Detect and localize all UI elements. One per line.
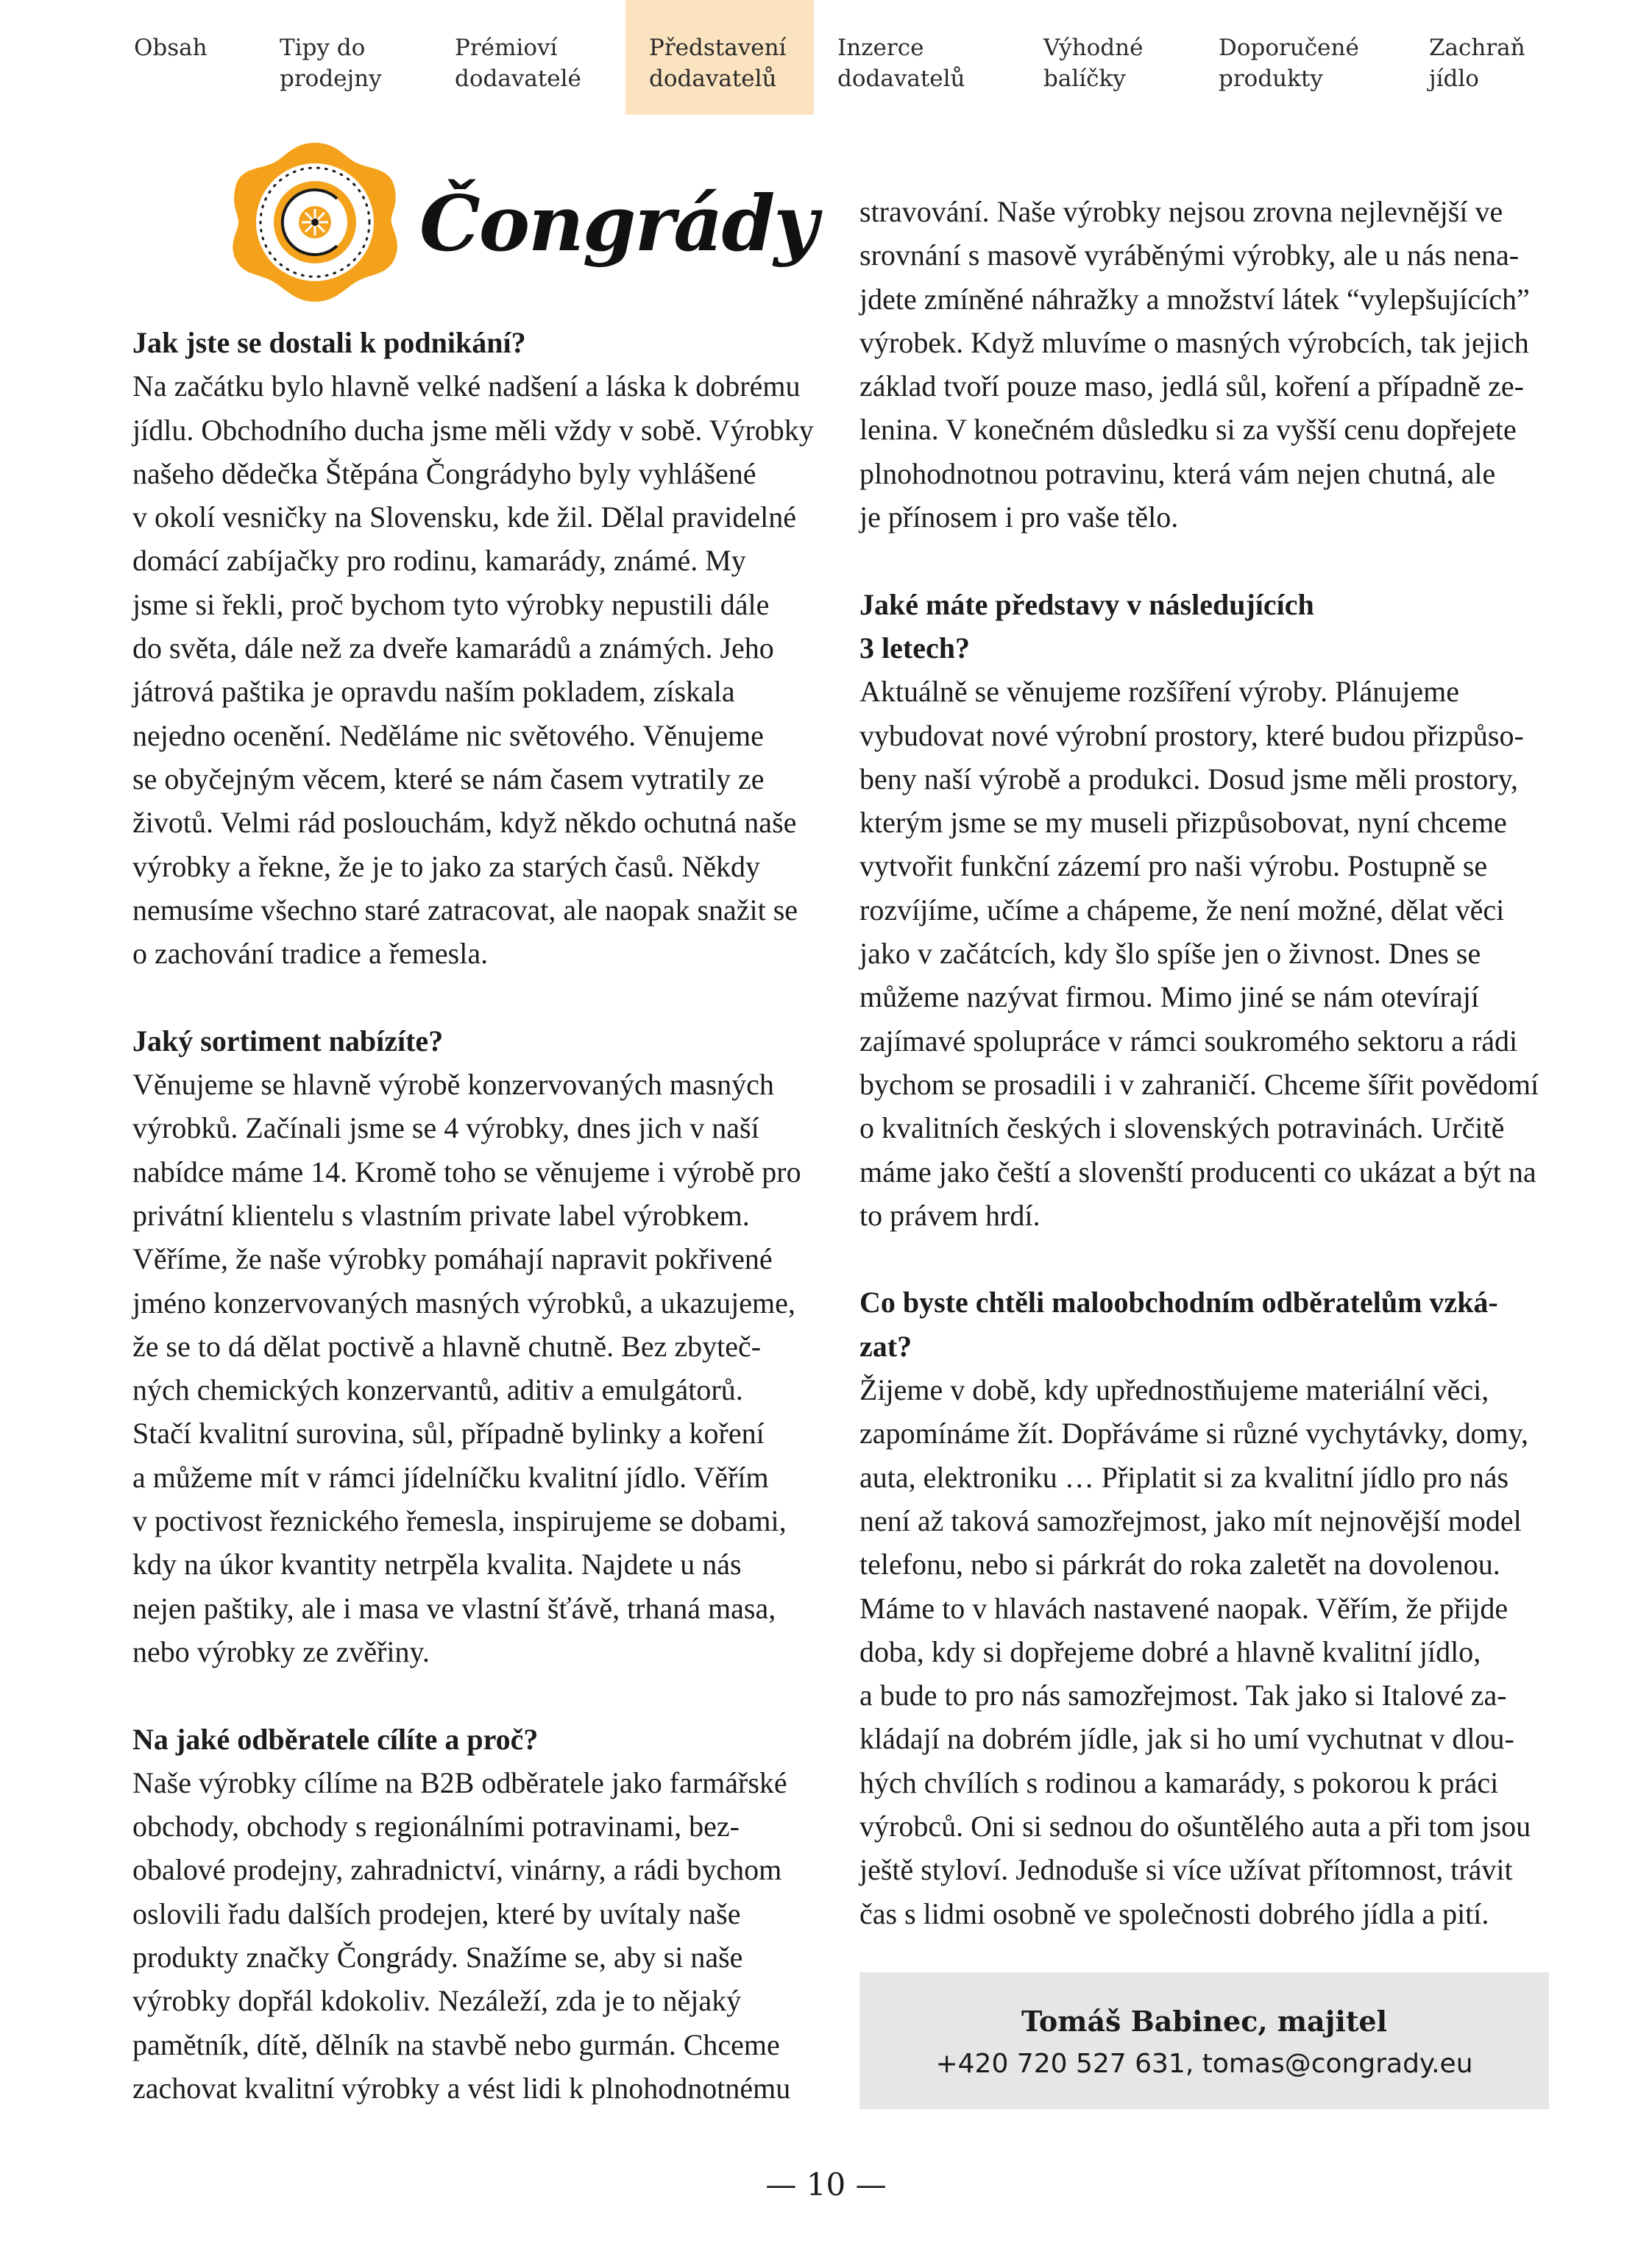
text-line: a bude to pro nás samozřejmost. Tak jako si Italové za- — [859, 1679, 1507, 1712]
text-line: nabídce máme 14. Kromě toho se věnujeme i výrobě pro — [132, 1155, 801, 1189]
text-line: stravování. Naše výrobky nejsou zrovna nejlevnější ve — [859, 195, 1503, 228]
text-line: zachovat kvalitní výrobky a vést lidi k plnohodnotnému — [132, 2071, 791, 2105]
text-line: Naše výrobky cílíme na B2B odběratele jako farmářské — [132, 1765, 787, 1799]
text-line: to právem hrdí. — [859, 1198, 1041, 1232]
congrady-logo — [234, 141, 817, 303]
text-line: ještě styloví. Jednoduše si více užívat přítomnost, trávit — [859, 1853, 1513, 1887]
answer-paragraph — [132, 1063, 832, 1673]
text-line: výrobků. Začínali jsme se 4 výrobky, dnes jich v naší — [132, 1111, 759, 1145]
text-line: plnohodnotnou potravinu, která vám nejen chutná, ale — [859, 456, 1496, 490]
logo-graphic — [234, 141, 817, 303]
text-line: lenina. V konečném důsledku si za vyšší cenu dopřejete — [859, 413, 1517, 447]
text-line: bychom se prosadili i v zahraničí. Chceme šířit povědomí — [859, 1067, 1539, 1101]
text-line: základ tvoří pouze maso, jedlá sůl, koření a případně ze- — [859, 369, 1524, 403]
text-line: srovnání s masově vyráběnými výrobky, ale u nás nena- — [859, 238, 1520, 272]
text-line: telefonu, nebo si párkrát do roka zaletět na dovolenou. — [859, 1548, 1500, 1581]
tab-predstaveni-dodavatelu[interactable]: Představení dodavatelů — [625, 0, 814, 115]
left-column — [132, 321, 832, 2110]
text-line: jako v začátcích, kdy šlo spíše jen o živnost. Dnes se — [859, 937, 1481, 971]
tab-inzerce-dodavatelu[interactable]: Inzerce dodavatelů — [837, 35, 965, 92]
question-heading: Co byste chtěli maloobchodním odběratelům vzká- — [859, 1286, 1498, 1319]
text-line: čas s lidmi osobně ve společnosti dobrého jídla a pití. — [859, 1896, 1489, 1930]
question-heading: 3 letech? — [859, 631, 970, 665]
text-line: játrová paštika je opravdu naším pokladem, získala — [132, 675, 735, 709]
text-line: hých chvílích s rodinou a kamarády, s pokorou k práci — [859, 1765, 1499, 1799]
question-heading: Na jaké odběratele cílíte a proč? — [132, 1722, 539, 1756]
text-line: je přínosem i pro vaše tělo. — [859, 500, 1179, 534]
text-line: že se to dá dělat poctivě a hlavně chutně. Bez zbyteč- — [132, 1329, 762, 1363]
text-line: obalové prodejny, zahradnictví, vinárny, a rádi bychom — [132, 1853, 782, 1887]
text-line: jméno konzervovaných masných výrobků, a ukazujeme, — [132, 1286, 795, 1319]
contact-name: Tomáš Babinec, majitel — [1021, 2005, 1388, 2038]
flower-emblem-icon — [233, 143, 397, 302]
text-line: Věříme, že naše výrobky pomáhají napravit pokřivené — [132, 1242, 773, 1276]
text-line: můžeme nazývat firmou. Mimo jiné se nám otevírají — [859, 980, 1479, 1014]
question-heading: Jak jste se dostali k podnikání? — [132, 326, 526, 359]
text-line: výrobky dopřál kdokoliv. Nezáleží, zda je to nějaký — [132, 1984, 742, 2018]
text-line: do světa, dále než za dveře kamarádů a známých. Jeho — [132, 631, 774, 665]
text-line: vytvořit funkční zázemí pro naši výrobu. Postupně se — [859, 849, 1488, 883]
text-line: domácí zabíjačky pro rodinu, kamarády, známé. My — [132, 544, 746, 578]
right-column — [859, 190, 1559, 1935]
page-number: — 10 — — [765, 2167, 887, 2203]
answer-paragraph — [859, 190, 1559, 539]
text-line: o zachování tradice a řemesla. — [132, 937, 489, 971]
tab-vyhodne-balicky[interactable]: Výhodné balíčky — [1043, 35, 1144, 92]
text-line: nejen paštiky, ale i masa ve vlastní šťávě, trhaná masa, — [132, 1591, 776, 1625]
text-line: životů. Velmi rád poslouchám, když někdo ochutná naše — [132, 806, 797, 840]
text-line: jdete zmíněné náhražky a množství látek “vylepšujících” — [859, 282, 1530, 316]
answer-paragraph — [859, 1368, 1559, 1935]
text-line: nejedno ocenění. Neděláme nic světového. Věnujeme — [132, 718, 764, 752]
tab-doporucene-produkty[interactable]: Doporučené produkty — [1219, 35, 1359, 92]
text-line: se obyčejným věcem, které se nám časem vytratily ze — [132, 762, 765, 796]
text-line: Žijeme v době, kdy upřednostňujeme materiální věci, — [859, 1373, 1489, 1407]
answer-paragraph — [859, 670, 1559, 1237]
text-line: máme jako čeští a slovenští producenti co ukázat a být na — [859, 1155, 1536, 1189]
text-line: nemusíme všechno staré zatracovat, ale naopak snažit se — [132, 893, 798, 927]
text-line: není až taková samozřejmost, jako mít nejnovější model — [859, 1503, 1522, 1537]
question-heading: zat? — [859, 1329, 912, 1363]
question-heading: Jaké máte představy v následujících — [859, 587, 1314, 621]
logo-wordmark: Čongrády — [419, 178, 817, 269]
text-line: zapomínáme žít. Dopřáváme si různé vychytávky, domy, — [859, 1417, 1528, 1450]
contact-box — [859, 1972, 1549, 2109]
text-line: doba, kdy si dopřejeme dobré a hlavně kvalitní jídlo, — [859, 1634, 1481, 1668]
text-line: ných chemických konzervantů, aditiv a emulgátorů. — [132, 1373, 743, 1407]
question-heading: Jaký sortiment nabízíte? — [132, 1024, 444, 1058]
text-line: Stačí kvalitní surovina, sůl, případně bylinky a koření — [132, 1417, 765, 1450]
text-line: výrobců. Oni si sednou do ošuntělého auta a při tom jsou — [859, 1809, 1531, 1843]
text-line: rozvíjíme, učíme a chápeme, že není možné, dělat věci — [859, 893, 1505, 927]
tab-tipy-do-prodejny[interactable]: Tipy do prodejny — [280, 35, 382, 92]
text-line: jídlu. Obchodního ducha jsme měli vždy v sobě. Výrobky — [132, 413, 814, 447]
text-line: jsme si řekli, proč bychom tyto výrobky nepustili dále — [132, 587, 770, 621]
text-line: obchody, obchody s regionálními potravinami, bez- — [132, 1810, 740, 1843]
text-line: nebo výrobky ze zvěřiny. — [132, 1634, 430, 1668]
text-line: auta, elektroniku … Připlatit si za kvalitní jídlo pro nás — [859, 1460, 1509, 1494]
text-line: vybudovat nové výrobní prostory, které budou přizpůso- — [859, 718, 1524, 752]
text-line: o kvalitních českých i slovenských potravinách. Určitě — [859, 1111, 1505, 1145]
answer-paragraph — [132, 364, 832, 975]
text-line: Věnujeme se hlavně výrobě konzervovaných masných — [132, 1068, 774, 1102]
tab-zachran-jidlo[interactable]: Zachraň jídlo — [1429, 35, 1525, 92]
tab-obsah[interactable]: Obsah — [134, 35, 208, 61]
text-line: Na začátku bylo hlavně velké nadšení a láska k dobrému — [132, 369, 801, 403]
contact-details[interactable]: +420 720 527 631, tomas@congrady.eu — [935, 2049, 1473, 2079]
text-line: v okolí vesničky na Slovensku, kde žil. Dělal pravidelné — [132, 500, 797, 534]
text-line: zajímavé spolupráce v rámci soukromého sektoru a rádi — [859, 1024, 1518, 1058]
text-line: Máme to v hlavách nastavené naopak. Věřím, že přijde — [859, 1591, 1509, 1625]
text-line: Aktuálně se věnujeme rozšíření výroby. Plánujeme — [859, 675, 1459, 709]
text-line: beny naší výrobě a produkci. Dosud jsme měli prostory, — [859, 762, 1519, 796]
text-line: kládají na dobrém jídle, jak si ho umí vychutnat v dlou- — [859, 1722, 1514, 1756]
text-line: oslovili řadu dalších prodejen, které by uvítaly naše — [132, 1896, 741, 1930]
text-line: výrobky a řekne, že je to jako za starých časů. Někdy — [132, 849, 760, 883]
top-navigation — [110, 0, 1553, 115]
text-line: pamětník, dítě, dělník na stavbě nebo gurmán. Chceme — [132, 2027, 780, 2061]
text-line: našeho dědečka Štěpána Čongrádyho byly vyhlášené — [132, 456, 756, 490]
text-line: produkty značky Čongrády. Snažíme se, aby si naše — [132, 1940, 743, 1974]
answer-paragraph — [132, 1761, 832, 2110]
tab-premiovi-dodavatele[interactable]: Prémioví dodavatelé — [455, 35, 581, 92]
text-line: kdy na úkor kvantity netrpěla kvalita. Najdete u nás — [132, 1548, 742, 1581]
text-line: privátní klientelu s vlastním private label výrobkem. — [132, 1198, 750, 1232]
text-line: výrobek. Když mluvíme o masných výrobcích, tak jejich — [859, 325, 1529, 359]
text-line: a můžeme mít v rámci jídelníčku kvalitní jídlo. Věřím — [132, 1460, 769, 1494]
text-line: v poctivost řeznického řemesla, inspirujeme se dobami, — [132, 1504, 787, 1538]
text-line: kterým jsme se my museli přizpůsobovat, nyní chceme — [859, 806, 1507, 840]
